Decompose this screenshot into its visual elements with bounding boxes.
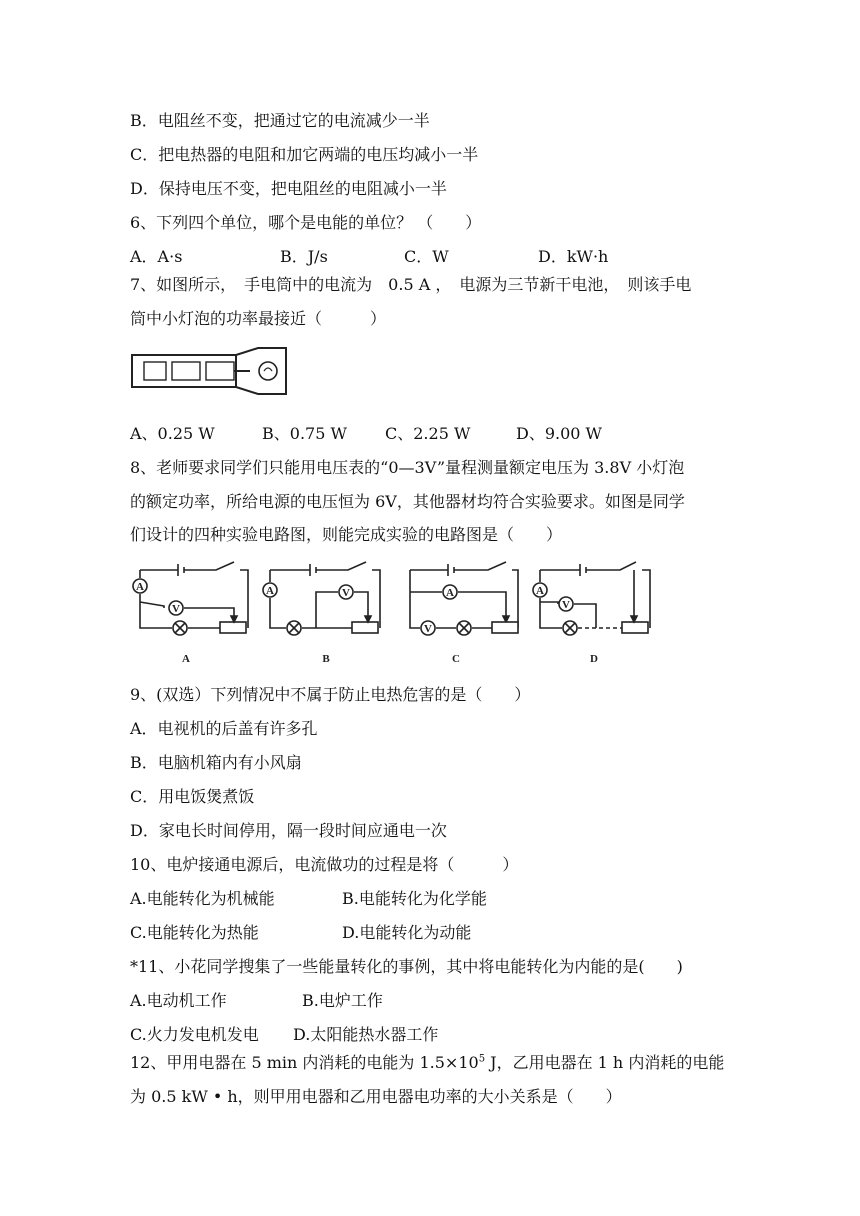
circuit-b-label: B xyxy=(322,653,330,665)
circuit-c-label: C xyxy=(452,653,460,665)
meter-a-label-circuit-b: A xyxy=(266,585,274,597)
circuit-b xyxy=(263,562,380,635)
q6-option-a: A．A·s xyxy=(130,247,183,266)
q5-option-c: C．把电热器的电阻和加它两端的电压均减小一半 xyxy=(130,145,479,164)
q9-option-c: C．用电饭煲煮饭 xyxy=(130,787,255,806)
q11-option-a: A.电动机工作 xyxy=(130,991,227,1010)
q6-option-c: C．W xyxy=(404,247,449,266)
q5-option-b: B．电阻丝不变，把通过它的电流减少一半 xyxy=(130,111,430,130)
q7-option-b: B、0.75 W xyxy=(262,424,347,443)
q10-option-b: B.电能转化为化学能 xyxy=(342,889,487,908)
q12-exponent: 5 xyxy=(478,1053,486,1065)
q12-stem-line2: 为 0.5 kW • h，则甲用电器和乙用电器电功率的大小关系是（ ） xyxy=(130,1087,622,1106)
meter-a-label-circuit-a: A xyxy=(136,581,144,593)
circuit-d xyxy=(533,562,650,635)
q8-stem-line3: 们设计的四种实验电路图，则能完成实验的电路图是（ ） xyxy=(130,525,563,544)
q9-option-d: D．家电长时间停用，隔一段时间应通电一次 xyxy=(130,821,447,840)
meter-a-label-circuit-c: A xyxy=(446,587,454,599)
meter-v-label-circuit-c: V xyxy=(424,623,432,635)
q7-stem-line2: 筒中小灯泡的功率最接近（ ） xyxy=(130,309,387,328)
q10-option-d: D.电能转化为动能 xyxy=(342,923,472,942)
q12-stem-line1-part1: 12、甲用电器在 5 min 内消耗的电能为 1.5×10 xyxy=(130,1053,479,1072)
q8-stem-line1: 8、老师要求同学们只能用电压表的“0—3V”量程测量额定电压为 3.8V 小灯泡 xyxy=(130,458,685,477)
q8-stem-line2: 的额定功率，所给电源的电压恒为 6V，其他器材均符合实验要求。如图是同学 xyxy=(130,492,685,511)
q6-option-b: B．J/s xyxy=(280,247,328,266)
q7-option-c: C、2.25 W xyxy=(385,424,471,443)
meter-v-label-circuit-a: V xyxy=(172,603,180,615)
q10-stem: 10、电炉接通电源后，电流做功的过程是将（ ） xyxy=(130,855,519,874)
meter-a-label-circuit-d: A xyxy=(536,585,544,597)
q9-option-a: A．电视机的后盖有许多孔 xyxy=(130,719,318,738)
q9-option-b: B．电脑机箱内有小风扇 xyxy=(130,753,302,772)
circuit-d-label: D xyxy=(590,653,598,665)
q6-option-d: D．kW·h xyxy=(538,247,609,266)
circuit-a xyxy=(133,562,248,635)
q7-option-d: D、9.00 W xyxy=(516,424,602,443)
circuit-diagrams xyxy=(128,556,658,668)
flashlight-figure xyxy=(130,346,290,396)
q11-option-b: B.电炉工作 xyxy=(302,991,383,1010)
q12-stem-line1-part2: J，乙用电器在 1 h 内消耗的电能 xyxy=(485,1053,725,1072)
q10-option-c: C.电能转化为热能 xyxy=(130,923,259,942)
q11-option-d: D.太阳能热水器工作 xyxy=(293,1025,439,1044)
q6-stem: 6、下列四个单位，哪个是电能的单位？ （ ） xyxy=(130,213,482,232)
q7-option-a: A、0.25 W xyxy=(130,424,215,443)
q10-option-a: A.电能转化为机械能 xyxy=(130,889,275,908)
q11-option-c: C.火力发电机发电 xyxy=(130,1025,259,1044)
q12-stem-line1 xyxy=(130,1053,724,1073)
q9-stem: 9、(双选）下列情况中不属于防止电热危害的是（ ） xyxy=(130,685,531,704)
q11-stem: *11、小花同学搜集了一些能量转化的事例，其中将电能转化为内能的是( ) xyxy=(130,957,683,976)
meter-v-label-circuit-d: V xyxy=(562,599,570,611)
circuit-a-label: A xyxy=(182,653,190,665)
meter-v-label-circuit-b: V xyxy=(342,587,350,599)
q7-stem-line1: 7、如图所示， 手电筒中的电流为 0.5 A ， 电源为三节新干电池， 则该手电 xyxy=(130,275,692,294)
q5-option-d: D．保持电压不变，把电阻丝的电阻减小一半 xyxy=(130,179,447,198)
